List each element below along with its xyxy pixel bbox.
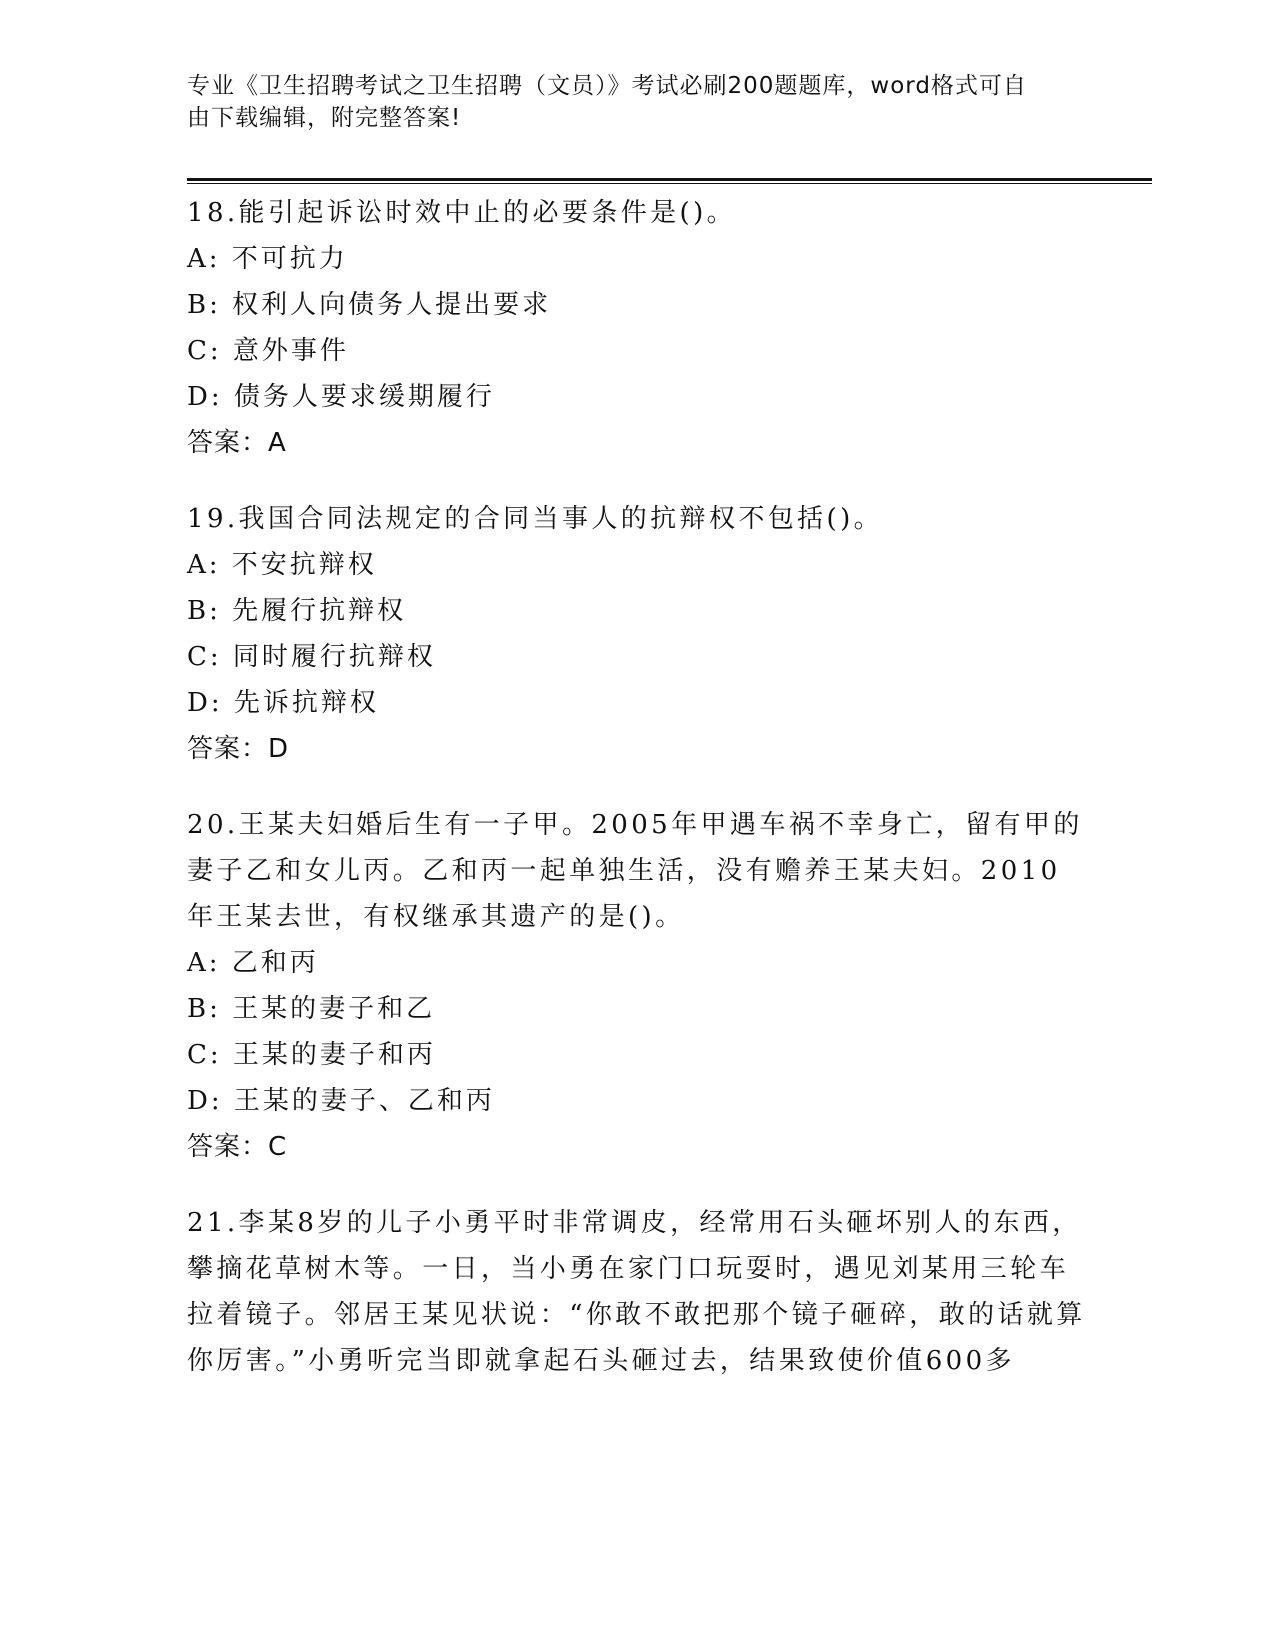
question-19 bbox=[187, 496, 1087, 772]
header-divider-thick bbox=[187, 178, 1152, 181]
question-text: 20.王某夫妇婚后生有一子甲。2005年甲遇车祸不幸身亡，留有甲的妻子乙和女儿丙。乙和丙一起单独生活，没有赡养王某夫妇。2010年王某去世，有权继承其遗产的是()。 bbox=[187, 810, 1083, 932]
question-text: 18.能引起诉讼时效中止的必要条件是()。 bbox=[187, 198, 737, 228]
answer-line: 答案：C bbox=[187, 1132, 288, 1162]
question-list bbox=[187, 190, 1087, 1414]
option-b: B: 先履行抗辩权 bbox=[187, 596, 407, 626]
option-a: A: 不安抗辩权 bbox=[187, 550, 377, 580]
option-d: D: 先诉抗辩权 bbox=[187, 688, 379, 718]
answer-line: 答案：D bbox=[187, 734, 290, 764]
option-b: B: 王某的妻子和乙 bbox=[187, 994, 436, 1024]
document-header bbox=[187, 70, 1067, 134]
option-d: D: 王某的妻子、乙和丙 bbox=[187, 1086, 495, 1116]
option-a: A: 不可抗力 bbox=[187, 244, 348, 274]
header-line-1: 专业《卫生招聘考试之卫生招聘（文员）》考试必刷200题题库，word格式可自 bbox=[187, 73, 1027, 99]
option-b: B: 权利人向债务人提出要求 bbox=[187, 290, 552, 320]
answer-line: 答案：A bbox=[187, 428, 287, 458]
question-text: 19.我国合同法规定的合同当事人的抗辩权不包括()。 bbox=[187, 504, 884, 534]
header-line-2: 由下载编辑，附完整答案! bbox=[187, 105, 462, 131]
header-divider-thin bbox=[187, 183, 1152, 184]
option-d: D: 债务人要求缓期履行 bbox=[187, 382, 495, 412]
option-c: C: 王某的妻子和丙 bbox=[187, 1040, 436, 1070]
question-text: 21.李某8岁的儿子小勇平时非常调皮，经常用石头砸坏别人的东西，攀摘花草树木等。一日，当小勇在家门口玩耍时，遇见刘某用三轮车拉着镜子。邻居王某见状说：“你敢不敢把那个镜子砸碎，敢的话就算你厉害。”小勇听完当即就拿起石头砸过去，结果致使价值600多 bbox=[187, 1208, 1086, 1376]
question-18 bbox=[187, 190, 1087, 466]
question-21 bbox=[187, 1200, 1087, 1384]
question-20 bbox=[187, 802, 1087, 1170]
option-a: A: 乙和丙 bbox=[187, 948, 319, 978]
option-c: C: 意外事件 bbox=[187, 336, 349, 366]
option-c: C: 同时履行抗辩权 bbox=[187, 642, 436, 672]
